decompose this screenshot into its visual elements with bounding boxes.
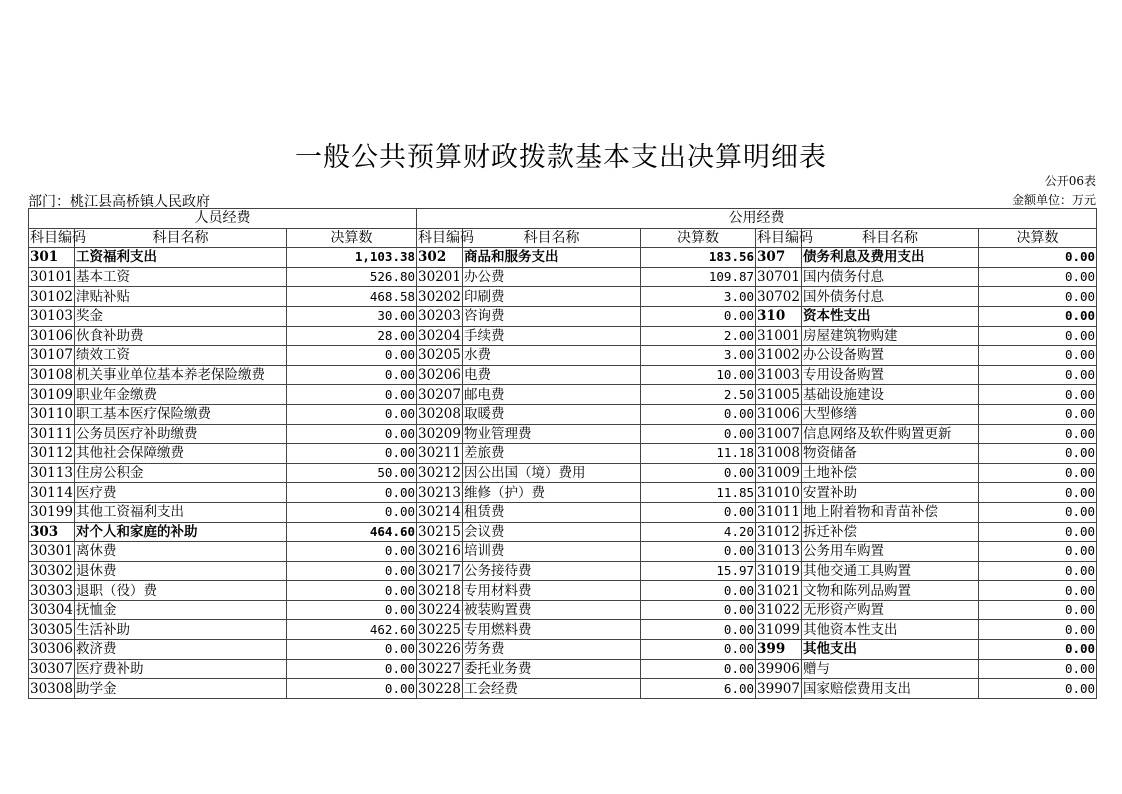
- item-code: 31011: [757, 504, 800, 521]
- item-code: 31013: [757, 543, 800, 560]
- amount-unit-label: 金额单位：万元: [1011, 193, 1096, 207]
- item-amount: 15.97: [641, 561, 756, 581]
- item-amount: 0.00: [641, 581, 756, 601]
- item-code: 30213: [418, 484, 461, 501]
- item-code: 30201: [418, 269, 461, 286]
- item-amount: 0.00: [641, 542, 756, 562]
- item-code: 30305: [30, 621, 73, 638]
- item-amount: 0.00: [287, 600, 417, 620]
- item-name: 专用燃料费: [463, 620, 641, 640]
- item-code: 30228: [418, 680, 461, 697]
- item-code: 310: [756, 306, 802, 326]
- col-header-code: 科目编码: [757, 229, 814, 246]
- item-name: 工会经费: [463, 679, 641, 699]
- item-name: 房屋建筑物购建: [802, 326, 979, 346]
- item-amount: 0.00: [979, 404, 1097, 424]
- item-name: 职工基本医疗保险缴费: [75, 404, 287, 424]
- item-name: 因公出国（境）费用: [463, 463, 641, 483]
- item-amount: 0.00: [641, 424, 756, 444]
- item-code: 30217: [418, 562, 461, 579]
- item-code: 30226: [418, 641, 461, 658]
- item-amount: 0.00: [979, 640, 1097, 660]
- item-code: 301: [29, 248, 75, 268]
- item-code: 30207: [418, 386, 461, 403]
- item-name: 会议费: [463, 522, 641, 542]
- item-code: 30302: [30, 562, 73, 579]
- item-name: 国外债务付息: [802, 287, 979, 307]
- item-code: 30107: [30, 347, 73, 364]
- item-code: 30114: [30, 484, 73, 501]
- item-name: 其他资本性支出: [802, 620, 979, 640]
- item-name: 安置补助: [802, 483, 979, 503]
- table-row: [29, 287, 1097, 307]
- item-code: 30227: [418, 660, 461, 677]
- item-amount: 0.00: [979, 267, 1097, 287]
- item-code: 30216: [418, 543, 461, 560]
- item-name: 物资储备: [802, 444, 979, 464]
- item-name: 对个人和家庭的补助: [75, 522, 287, 542]
- item-code: 30215: [418, 523, 461, 540]
- item-name: 津贴补贴: [75, 287, 287, 307]
- item-name: 退休费: [75, 561, 287, 581]
- item-amount: 50.00: [287, 463, 417, 483]
- col-header-name: 科目名称: [802, 228, 979, 248]
- item-amount: 0.00: [287, 404, 417, 424]
- item-code: 30112: [30, 445, 73, 462]
- item-amount: 0.00: [287, 561, 417, 581]
- item-amount: 1,103.38: [287, 248, 417, 268]
- table-row: [29, 581, 1097, 601]
- table-row: [29, 365, 1097, 385]
- table-row: [29, 248, 1097, 268]
- item-amount: 0.00: [979, 385, 1097, 405]
- item-amount: 6.00: [641, 679, 756, 699]
- item-amount: 464.60: [287, 522, 417, 542]
- item-amount: 0.00: [641, 404, 756, 424]
- item-amount: 3.00: [641, 287, 756, 307]
- item-name: 绩效工资: [75, 346, 287, 366]
- item-amount: 0.00: [287, 679, 417, 699]
- item-code: 31007: [757, 425, 800, 442]
- item-amount: 0.00: [979, 444, 1097, 464]
- table-code: 公开06表: [1044, 174, 1096, 188]
- item-code: 30308: [30, 680, 73, 697]
- item-code: 31022: [757, 602, 800, 619]
- table-row: [29, 346, 1097, 366]
- item-name: 职业年金缴费: [75, 385, 287, 405]
- item-amount: 0.00: [287, 365, 417, 385]
- item-name: 公务员医疗补助缴费: [75, 424, 287, 444]
- item-name: 医疗费: [75, 483, 287, 503]
- item-name: 伙食补助费: [75, 326, 287, 346]
- item-name: 文物和陈列品购置: [802, 581, 979, 601]
- item-code: 30102: [30, 288, 73, 305]
- item-amount: 0.00: [979, 679, 1097, 699]
- item-code: 31001: [757, 327, 800, 344]
- item-name: 住房公积金: [75, 463, 287, 483]
- table-row: [29, 600, 1097, 620]
- table-row: [29, 522, 1097, 542]
- item-name: 取暖费: [463, 404, 641, 424]
- item-name: 其他支出: [802, 640, 979, 660]
- item-name: 资本性支出: [802, 306, 979, 326]
- item-name: 邮电费: [463, 385, 641, 405]
- item-amount: 0.00: [979, 620, 1097, 640]
- item-code: 30110: [30, 406, 73, 423]
- item-name: 国内债务付息: [802, 267, 979, 287]
- item-code: 31008: [757, 445, 800, 462]
- item-name: 公务接待费: [463, 561, 641, 581]
- item-name: 培训费: [463, 542, 641, 562]
- item-amount: 0.00: [641, 463, 756, 483]
- item-name: 水费: [463, 346, 641, 366]
- item-name: 专用设备购置: [802, 365, 979, 385]
- item-code: 30208: [418, 406, 461, 423]
- item-code: 399: [756, 640, 802, 660]
- item-code: 30212: [418, 465, 461, 482]
- table-row: [29, 561, 1097, 581]
- item-code: 30702: [757, 288, 800, 305]
- item-code: 30204: [418, 327, 461, 344]
- item-code: 303: [29, 522, 75, 542]
- item-code: 30199: [30, 504, 73, 521]
- item-code: 31005: [757, 386, 800, 403]
- item-code: 30202: [418, 288, 461, 305]
- item-amount: 0.00: [979, 502, 1097, 522]
- table-row: [29, 542, 1097, 562]
- item-name: 国家赔偿费用支出: [802, 679, 979, 699]
- item-name: 其他工资福利支出: [75, 502, 287, 522]
- item-amount: 0.00: [287, 385, 417, 405]
- item-name: 退职（役）费: [75, 581, 287, 601]
- item-code: 31006: [757, 406, 800, 423]
- table-row: [29, 620, 1097, 640]
- item-amount: 3.00: [641, 346, 756, 366]
- col-header-name: 科目名称: [463, 228, 641, 248]
- item-code: 30109: [30, 386, 73, 403]
- item-code: 30203: [418, 308, 461, 325]
- item-amount: 11.85: [641, 483, 756, 503]
- item-name: 劳务费: [463, 640, 641, 660]
- item-name: 抚恤金: [75, 600, 287, 620]
- item-code: 31009: [757, 465, 800, 482]
- item-name: 商品和服务支出: [463, 248, 641, 268]
- item-code: 30111: [30, 425, 73, 442]
- item-name: 印刷费: [463, 287, 641, 307]
- item-name: 公务用车购置: [802, 542, 979, 562]
- item-name: 物业管理费: [463, 424, 641, 444]
- item-code: 30224: [418, 602, 461, 619]
- item-amount: 0.00: [287, 659, 417, 679]
- item-code: 31021: [757, 582, 800, 599]
- table-row: [29, 385, 1097, 405]
- expenditure-detail-table: [28, 208, 1097, 699]
- table-row: [29, 679, 1097, 699]
- item-name: 工资福利支出: [75, 248, 287, 268]
- item-code: 30225: [418, 621, 461, 638]
- table-row: [29, 306, 1097, 326]
- item-amount: 0.00: [287, 542, 417, 562]
- table-row: [29, 640, 1097, 660]
- item-code: 31003: [757, 367, 800, 384]
- item-code: 31012: [757, 523, 800, 540]
- item-name: 电费: [463, 365, 641, 385]
- col-header-amount: 决算数: [641, 228, 756, 248]
- item-name: 机关事业单位基本养老保险缴费: [75, 365, 287, 385]
- item-name: 地上附着物和青苗补偿: [802, 502, 979, 522]
- table-row: [29, 444, 1097, 464]
- item-name: 生活补助: [75, 620, 287, 640]
- item-amount: 0.00: [287, 346, 417, 366]
- table-row: [29, 502, 1097, 522]
- item-amount: 0.00: [979, 581, 1097, 601]
- item-code: 30113: [30, 465, 73, 482]
- item-name: 其他社会保障缴费: [75, 444, 287, 464]
- item-amount: 0.00: [287, 502, 417, 522]
- item-name: 基本工资: [75, 267, 287, 287]
- item-amount: 0.00: [641, 659, 756, 679]
- item-name: 债务利息及费用支出: [802, 248, 979, 268]
- item-amount: 109.87: [641, 267, 756, 287]
- item-amount: 0.00: [979, 600, 1097, 620]
- item-amount: 0.00: [979, 522, 1097, 542]
- item-name: 其他交通工具购置: [802, 561, 979, 581]
- item-name: 专用材料费: [463, 581, 641, 601]
- item-amount: 183.56: [641, 248, 756, 268]
- item-amount: 10.00: [641, 365, 756, 385]
- item-amount: 28.00: [287, 326, 417, 346]
- item-code: 30218: [418, 582, 461, 599]
- item-code: 302: [417, 248, 463, 268]
- group-header-personnel: 人员经费: [29, 209, 417, 229]
- item-amount: 0.00: [979, 326, 1097, 346]
- col-header-name: 科目名称: [75, 228, 287, 248]
- item-code: 30103: [30, 308, 73, 325]
- item-amount: 0.00: [287, 640, 417, 660]
- item-amount: 30.00: [287, 306, 417, 326]
- table-row: [29, 463, 1097, 483]
- table-row: [29, 659, 1097, 679]
- item-name: 大型修缮: [802, 404, 979, 424]
- item-code: 30106: [30, 327, 73, 344]
- item-code: 30214: [418, 504, 461, 521]
- item-code: 30108: [30, 367, 73, 384]
- item-code: 30306: [30, 641, 73, 658]
- item-name: 办公费: [463, 267, 641, 287]
- item-name: 差旅费: [463, 444, 641, 464]
- item-amount: 0.00: [979, 248, 1097, 268]
- page-title: 一般公共预算财政拨款基本支出决算明细表: [295, 142, 827, 173]
- item-name: 委托业务费: [463, 659, 641, 679]
- item-name: 医疗费补助: [75, 659, 287, 679]
- item-name: 赠与: [802, 659, 979, 679]
- item-amount: 2.00: [641, 326, 756, 346]
- group-header-public: 公用经费: [417, 209, 1097, 229]
- item-amount: 0.00: [979, 424, 1097, 444]
- item-amount: 0.00: [979, 463, 1097, 483]
- table-row: [29, 326, 1097, 346]
- item-amount: 0.00: [287, 444, 417, 464]
- col-header-code: 科目编码: [418, 229, 475, 246]
- item-name: 咨询费: [463, 306, 641, 326]
- item-amount: 0.00: [979, 346, 1097, 366]
- item-amount: 0.00: [979, 287, 1097, 307]
- item-code: 31002: [757, 347, 800, 364]
- item-amount: 0.00: [979, 483, 1097, 503]
- col-header-code: 科目编码: [30, 229, 86, 246]
- item-amount: 2.50: [641, 385, 756, 405]
- item-code: 39907: [757, 680, 800, 697]
- item-amount: 0.00: [641, 502, 756, 522]
- item-code: 307: [756, 248, 802, 268]
- item-code: 31099: [757, 621, 800, 638]
- item-amount: 0.00: [641, 306, 756, 326]
- item-amount: 468.58: [287, 287, 417, 307]
- item-amount: 0.00: [979, 365, 1097, 385]
- item-code: 30307: [30, 660, 73, 677]
- item-amount: 0.00: [979, 306, 1097, 326]
- item-code: 30301: [30, 543, 73, 560]
- item-code: 30701: [757, 269, 800, 286]
- col-header-amount: 决算数: [979, 228, 1097, 248]
- item-amount: 0.00: [979, 542, 1097, 562]
- item-code: 30205: [418, 347, 461, 364]
- item-amount: 11.18: [641, 444, 756, 464]
- item-amount: 0.00: [287, 424, 417, 444]
- item-name: 救济费: [75, 640, 287, 660]
- item-amount: 0.00: [979, 561, 1097, 581]
- item-amount: 0.00: [641, 620, 756, 640]
- item-amount: 4.20: [641, 522, 756, 542]
- item-name: 土地补偿: [802, 463, 979, 483]
- col-header-amount: 决算数: [287, 228, 417, 248]
- table-row: [29, 267, 1097, 287]
- item-amount: 0.00: [641, 640, 756, 660]
- item-code: 30211: [418, 445, 461, 462]
- item-code: 30304: [30, 602, 73, 619]
- item-name: 信息网络及软件购置更新: [802, 424, 979, 444]
- table-row: [29, 404, 1097, 424]
- department-label: 部门：桃江县高桥镇人民政府: [28, 194, 210, 210]
- item-name: 离休费: [75, 542, 287, 562]
- item-code: 30303: [30, 582, 73, 599]
- item-code: 30206: [418, 367, 461, 384]
- item-code: 30209: [418, 425, 461, 442]
- item-name: 租赁费: [463, 502, 641, 522]
- item-name: 维修（护）费: [463, 483, 641, 503]
- item-amount: 0.00: [287, 483, 417, 503]
- item-code: 31010: [757, 484, 800, 501]
- table-row: [29, 424, 1097, 444]
- item-name: 拆迁补偿: [802, 522, 979, 542]
- item-name: 办公设备购置: [802, 346, 979, 366]
- item-amount: 462.60: [287, 620, 417, 640]
- item-amount: 526.80: [287, 267, 417, 287]
- item-code: 30101: [30, 269, 73, 286]
- item-code: 39906: [757, 660, 800, 677]
- item-amount: 0.00: [979, 659, 1097, 679]
- item-name: 手续费: [463, 326, 641, 346]
- item-name: 奖金: [75, 306, 287, 326]
- item-name: 无形资产购置: [802, 600, 979, 620]
- item-name: 助学金: [75, 679, 287, 699]
- table-row: [29, 483, 1097, 503]
- item-name: 基础设施建设: [802, 385, 979, 405]
- item-amount: 0.00: [641, 600, 756, 620]
- item-code: 31019: [757, 562, 800, 579]
- item-amount: 0.00: [287, 581, 417, 601]
- item-name: 被装购置费: [463, 600, 641, 620]
